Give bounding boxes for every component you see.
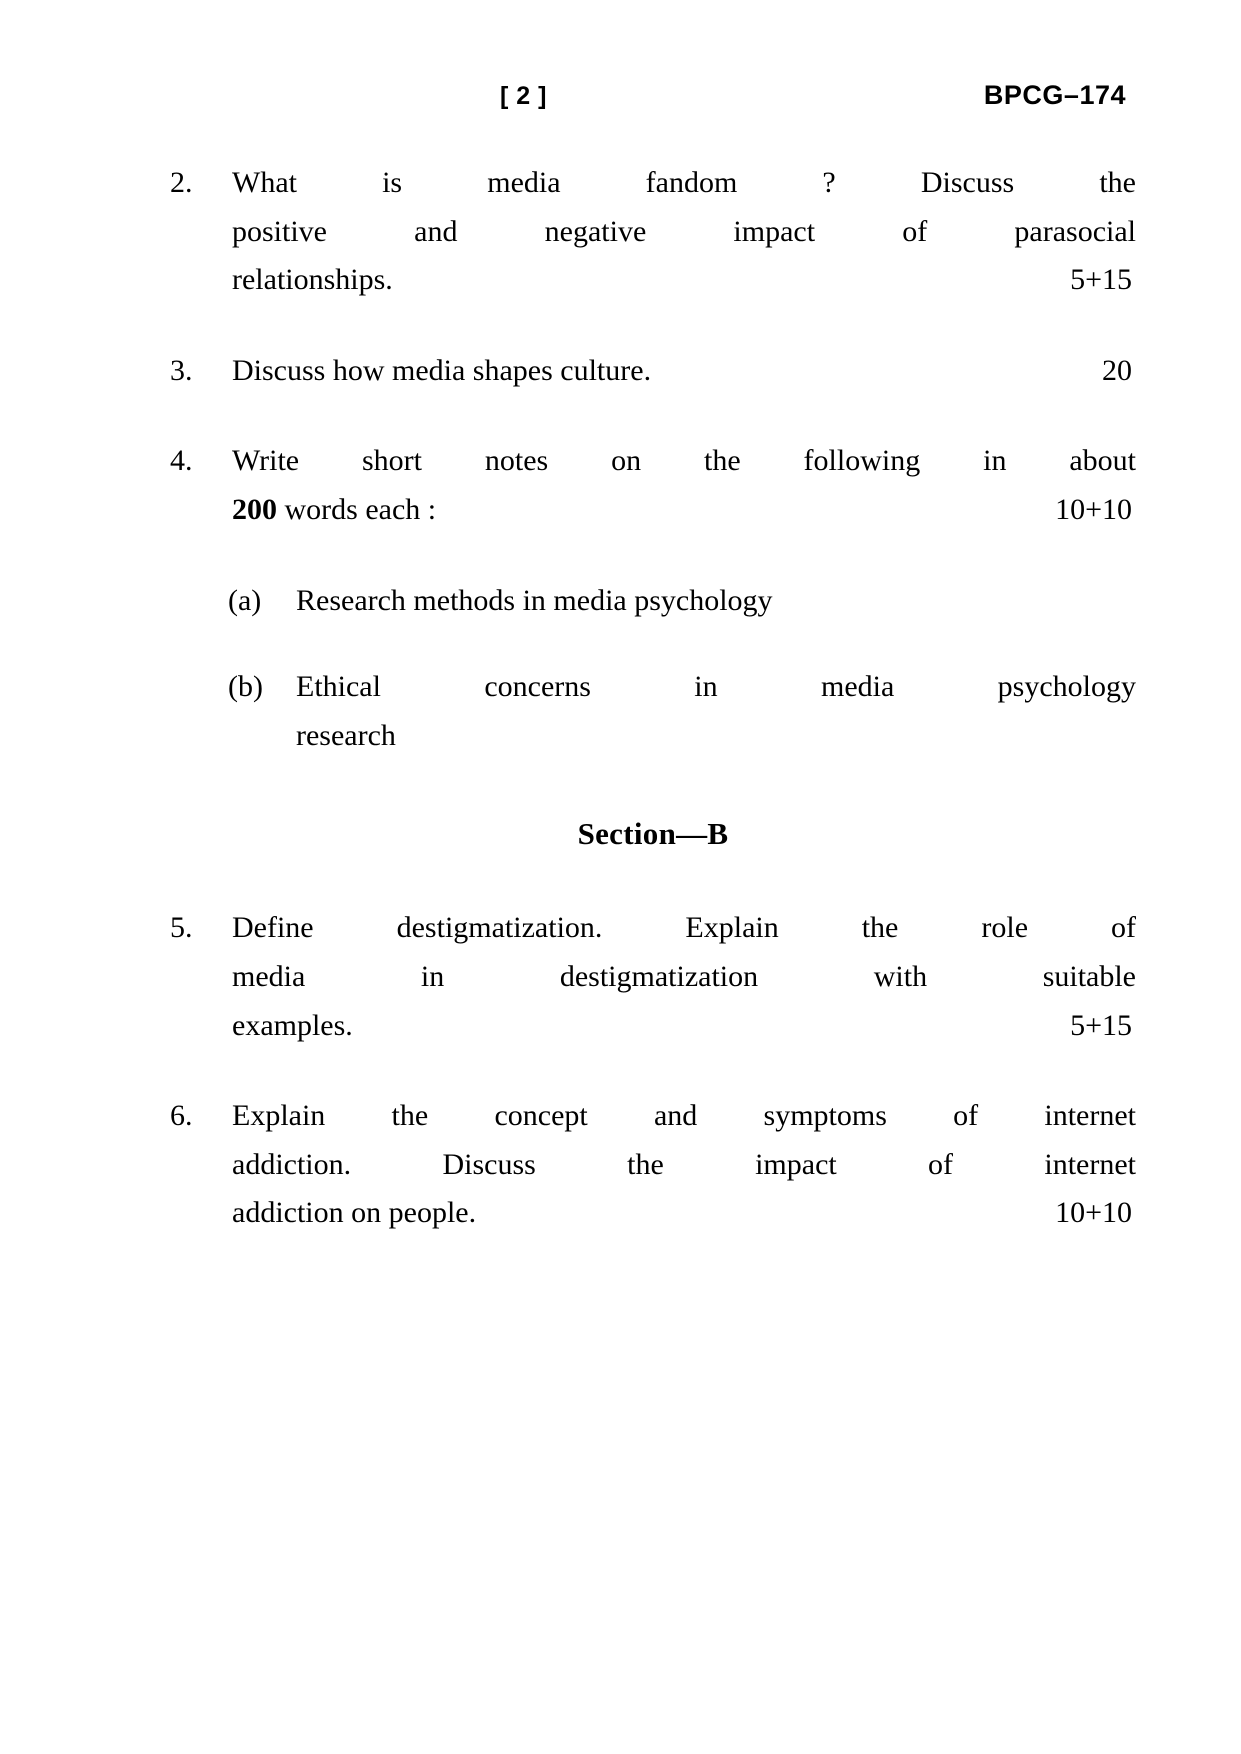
word-count-emphasis: 200 <box>232 492 277 526</box>
question-item <box>170 904 1136 1050</box>
subpart-item <box>228 663 1136 760</box>
question-number: 5. <box>170 911 193 945</box>
question-item <box>170 1092 1136 1238</box>
question-line: Discuss how media shapes culture. <box>232 353 652 387</box>
question-line: Explain the concept and symptoms of internet <box>232 1099 1136 1133</box>
subpart-label: (a) <box>228 583 262 617</box>
question-last-line <box>232 486 1136 535</box>
question-body <box>232 159 1136 305</box>
question-marks: 10+10 <box>1055 492 1132 526</box>
question-line-bold-wrap <box>232 486 436 535</box>
question-line: examples. <box>232 1008 353 1042</box>
question-line: addiction on people. <box>232 1196 477 1230</box>
question-line: Write short notes on the following in about <box>232 444 1136 478</box>
question-body <box>232 347 1136 396</box>
page-header <box>170 80 1136 111</box>
question-last-line <box>232 1189 1136 1238</box>
question-line: What is media fandom ? Discuss the <box>232 166 1136 199</box>
question-line: media in destigmatization with suitable <box>232 959 1136 993</box>
subpart-item <box>228 577 1136 626</box>
question-body <box>232 1092 1136 1238</box>
section-heading: Section—B <box>577 816 729 852</box>
question-body <box>232 904 1136 1050</box>
question-item <box>170 437 1136 534</box>
question-last-line <box>232 1002 1136 1051</box>
question-item <box>170 347 1136 396</box>
question-marks: 20 <box>1102 353 1132 387</box>
question-body <box>232 437 1136 534</box>
question-marks: 10+10 <box>1055 1196 1132 1230</box>
question-line: Define destigmatization. Explain the role of <box>232 911 1136 945</box>
subpart-label: (b) <box>228 670 263 704</box>
question-number: 3. <box>170 353 193 387</box>
question-item <box>170 159 1136 305</box>
question-number: 6. <box>170 1099 193 1133</box>
question-line: relationships. <box>232 263 393 297</box>
question-marks: 5+15 <box>1070 263 1132 297</box>
question-marks: 5+15 <box>1070 1008 1132 1042</box>
question-last-line <box>232 347 1136 396</box>
question-line: words each : <box>277 492 437 526</box>
subpart-text <box>296 663 1136 760</box>
question-number: 4. <box>170 444 193 478</box>
question-last-line <box>232 256 1136 305</box>
subpart-line: Ethical concerns in media psychology <box>296 670 1136 704</box>
question-number: 2. <box>170 166 193 199</box>
subpart-line: research <box>296 718 396 752</box>
paper-code: BPCG–174 <box>983 80 1126 110</box>
subpart-text: Research methods in media psychology <box>296 583 773 617</box>
question-line: addiction. Discuss the impact of internet <box>232 1147 1136 1181</box>
question-line: positive and negative impact of parasocial <box>232 214 1136 248</box>
page-number: [ 2 ] <box>500 82 547 110</box>
